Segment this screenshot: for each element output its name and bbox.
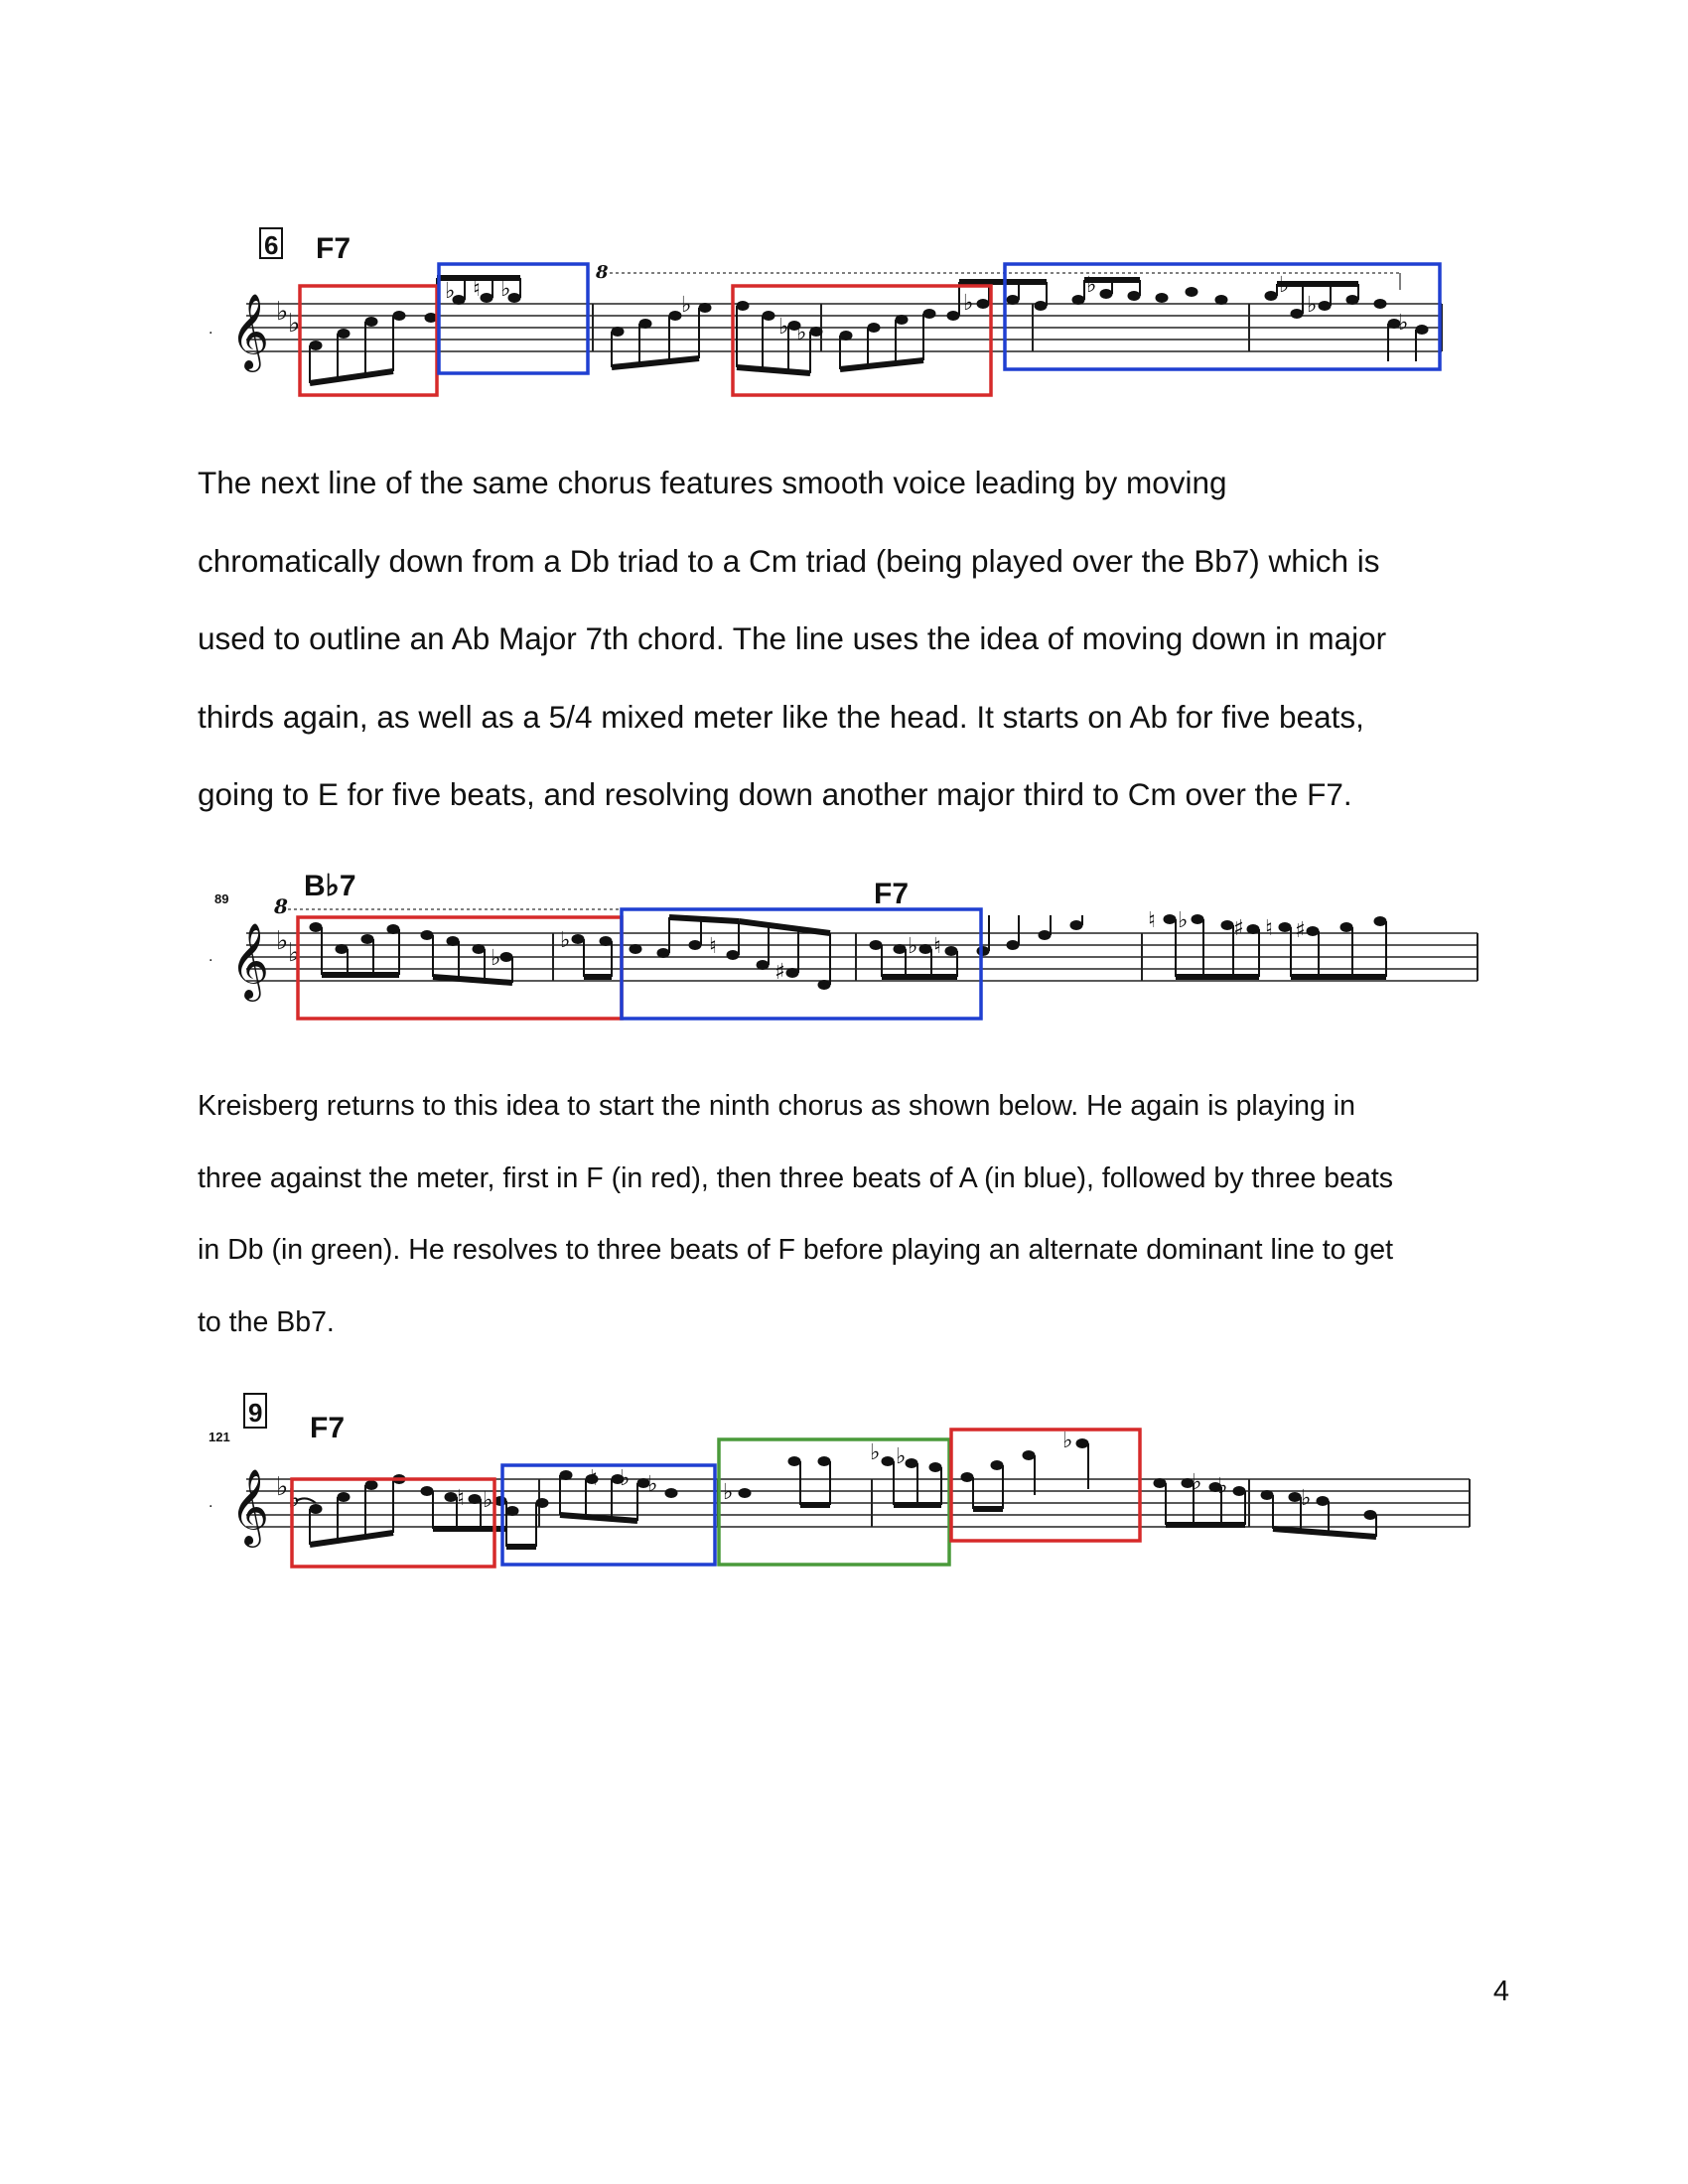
key-signature-flat-icon: ♭ (276, 1472, 289, 1502)
key-signature-flat-icon: ♭ (276, 926, 289, 956)
rehearsal-mark: 9 (248, 1398, 263, 1428)
key-signature-flat-icon: ♭ (288, 309, 301, 339)
svg-text:♭: ♭ (778, 315, 789, 340)
svg-text:♭: ♭ (908, 934, 918, 959)
svg-text:♭: ♭ (491, 946, 501, 971)
note-group (870, 934, 957, 977)
staff-3-svg (189, 1380, 1499, 1578)
chord-symbol-f7: F7 (316, 232, 352, 265)
music-staff-2 (189, 854, 1499, 1032)
svg-text:♭: ♭ (1398, 311, 1409, 336)
page-number: 4 (1492, 1976, 1509, 2007)
svg-text:♭: ♭ (1062, 1429, 1073, 1453)
note-group (506, 1499, 548, 1548)
note-group (310, 923, 399, 976)
paragraph-line: going to E for five beats, and resolving down another major third to Cm over the F7. (198, 776, 1352, 812)
svg-text:♭: ♭ (1279, 273, 1290, 298)
svg-text:♭: ♭ (723, 1480, 734, 1505)
paragraph-line: to the Bb7. (198, 1305, 335, 1338)
note-group (723, 1457, 830, 1506)
rehearsal-mark: 6 (264, 230, 279, 260)
staff-dot: · (209, 953, 213, 969)
svg-text:♭: ♭ (1301, 1486, 1312, 1511)
note-group (560, 1466, 677, 1521)
chord-symbol-f7: F7 (310, 1412, 346, 1444)
music-staff-1 (189, 220, 1499, 419)
note-group (1072, 273, 1227, 305)
paragraph-line: thirds again, as well as a 5/4 mixed meter like the head. It starts on Ab for five beats, (198, 698, 1364, 735)
highlight-box-red (951, 1430, 1140, 1541)
svg-text:♮: ♮ (590, 1466, 598, 1491)
svg-text:♮: ♮ (709, 934, 717, 959)
svg-text:♭: ♭ (870, 1440, 881, 1465)
paragraph-2 (198, 1070, 1488, 1358)
note-group (657, 917, 830, 990)
paragraph-line: The next line of the same chorus features smooth voice leading by moving (198, 465, 1227, 500)
svg-text:♭: ♭ (896, 1444, 907, 1469)
svg-text:♭: ♭ (1307, 293, 1318, 318)
key-signature-flat-icon: ♭ (288, 938, 301, 968)
key-signature-flat-icon: ♭ (276, 297, 289, 327)
svg-text:♭: ♭ (963, 291, 974, 316)
staff-lines (246, 933, 1477, 981)
svg-text:♯: ♯ (774, 960, 785, 985)
svg-text:♮: ♮ (473, 277, 481, 302)
svg-text:♯: ♯ (1233, 916, 1244, 941)
staff-1-svg (189, 220, 1499, 419)
highlight-box-blue (1005, 264, 1440, 369)
svg-text:♯: ♯ (1295, 918, 1306, 943)
note-group (870, 1440, 941, 1505)
note-group (977, 915, 1082, 956)
svg-text:♭: ♭ (681, 293, 692, 318)
note-group (961, 1429, 1088, 1509)
octave-mark: 8 (596, 262, 609, 283)
svg-text:♮: ♮ (1265, 916, 1273, 941)
note-group (296, 1475, 405, 1546)
svg-text:♭: ♭ (445, 279, 456, 304)
svg-text:♮: ♮ (1148, 908, 1156, 933)
chord-symbol-bb7: B♭7 (304, 870, 356, 902)
highlight-box-red (733, 286, 991, 395)
staff-2-svg (189, 854, 1499, 1032)
svg-text:♭: ♭ (560, 928, 571, 953)
svg-text:♭: ♭ (500, 277, 511, 302)
note-group (1265, 273, 1428, 361)
svg-text:♭: ♭ (796, 321, 807, 345)
paragraph-line: three against the meter, first in F (in red), then three beats of A (in blue), followed by three beats (198, 1161, 1393, 1194)
svg-text:♭: ♭ (1178, 908, 1189, 933)
svg-text:♭: ♭ (483, 1488, 493, 1513)
octave-mark: 8 (274, 894, 288, 918)
paragraph-line: Kreisberg returns to this idea to start the ninth chorus as shown below. He again is playing in (198, 1090, 1355, 1122)
treble-clef-icon: 𝄞 (230, 1468, 270, 1545)
staff-lines (246, 304, 1442, 351)
paragraph-1 (198, 444, 1488, 834)
paragraph-line: in Db (in green). He resolves to three beats of F before playing an alternate dominant line to get (198, 1234, 1394, 1266)
paragraph-line: chromatically down from a Db triad to a Cm triad (being played over the Bb7) which is (198, 542, 1380, 579)
paragraph-line: used to outline an Ab Major 7th chord. The line uses the idea of moving down in major (198, 620, 1387, 656)
key-signature-flat-icon: ♭ (288, 1484, 301, 1514)
svg-text:♭: ♭ (1217, 1474, 1228, 1499)
treble-clef-icon: 𝄞 (230, 922, 270, 999)
svg-text:♮: ♮ (457, 1486, 465, 1511)
highlight-box-blue (622, 909, 981, 1019)
svg-text:♭: ♭ (1086, 273, 1097, 298)
measure-number: 89 (214, 891, 229, 906)
note-group (1261, 1486, 1376, 1537)
note-group (737, 302, 822, 374)
music-staff-3 (189, 1380, 1499, 1578)
svg-text:♭: ♭ (1192, 1470, 1202, 1495)
staff-lines (246, 1479, 1470, 1527)
svg-text:♮: ♮ (933, 934, 941, 959)
measure-number: 121 (209, 1430, 230, 1444)
staff-dot: · (209, 326, 213, 341)
staff-dot: · (209, 1499, 213, 1515)
treble-clef-icon: 𝄞 (230, 293, 270, 369)
note-group (1148, 908, 1386, 977)
note-group (310, 312, 405, 384)
svg-text:♭: ♭ (647, 1472, 658, 1497)
svg-text:♭: ♭ (620, 1466, 631, 1491)
chord-symbol-f7: F7 (874, 878, 910, 910)
